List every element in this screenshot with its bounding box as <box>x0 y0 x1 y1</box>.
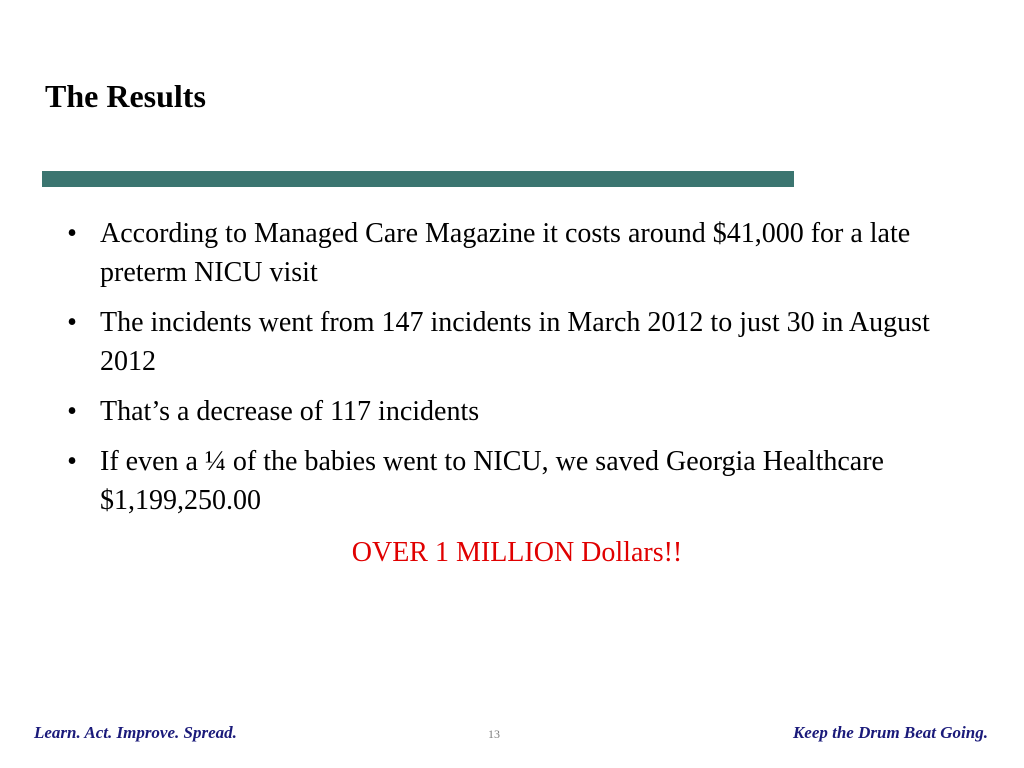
footer-left-tagline: Learn. Act. Improve. Spread. <box>34 723 237 742</box>
footer-right-tagline: Keep the Drum Beat Going. <box>792 723 988 742</box>
bullet-item <box>0 303 970 381</box>
bullet-item <box>0 214 970 292</box>
bullet-item <box>0 392 970 431</box>
bullet-text: The incidents went from 147 incidents in March 2012 to just 30 in August 2012 <box>100 307 930 377</box>
title-divider-bar <box>42 171 794 187</box>
bullet-dot-icon: • <box>67 446 77 477</box>
bullet-text: That’s a decrease of 117 incidents <box>100 396 480 427</box>
bullet-dot-icon: • <box>67 218 77 249</box>
bullet-dot-icon: • <box>67 396 77 427</box>
slide-title: The Results <box>45 78 206 114</box>
page-number: 13 <box>488 727 500 741</box>
bullet-item <box>0 442 970 520</box>
bullet-text: If even a ¼ of the babies went to NICU, we saved Georgia Healthcare $1,199,250.00 <box>100 446 884 516</box>
bullet-list <box>0 214 1024 531</box>
highlight-statement: OVER 1 MILLION Dollars!! <box>351 537 683 568</box>
bullet-dot-icon: • <box>67 307 77 338</box>
bullet-text: According to Managed Care Magazine it costs around $41,000 for a late preterm NICU visit <box>100 218 911 288</box>
